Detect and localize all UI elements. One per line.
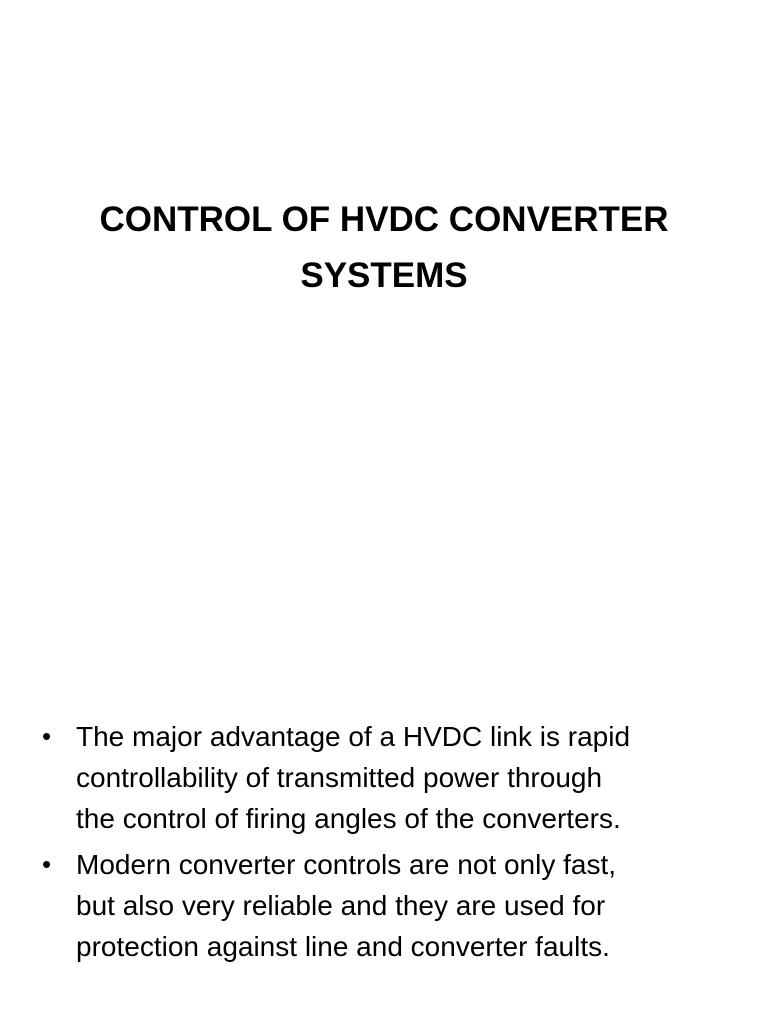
bullet-item-2: [42, 844, 742, 967]
slide-title-line-1: CONTROL OF HVDC CONVERTER: [99, 200, 669, 239]
slide-title-line-2: SYSTEMS: [300, 256, 468, 295]
bullet-list: [42, 716, 742, 972]
bullet-2-line-3: protection against line and converter faults.: [76, 931, 610, 962]
bullet-2-line-1: Modern converter controls are not only fast,: [76, 849, 617, 880]
bullet-dot-icon: •: [42, 721, 52, 751]
bullet-2-line-2: but also very reliable and they are used for: [76, 890, 606, 921]
bullet-dot-icon: •: [42, 849, 52, 879]
bullet-1-line-3: the control of firing angles of the converters.: [76, 803, 621, 834]
bullet-1-line-2: controllability of transmitted power through: [76, 762, 603, 793]
bullet-item-1: [42, 716, 742, 839]
slide-title: [40, 192, 728, 304]
bullet-1-line-1: The major advantage of a HVDC link is rapid: [76, 721, 631, 752]
